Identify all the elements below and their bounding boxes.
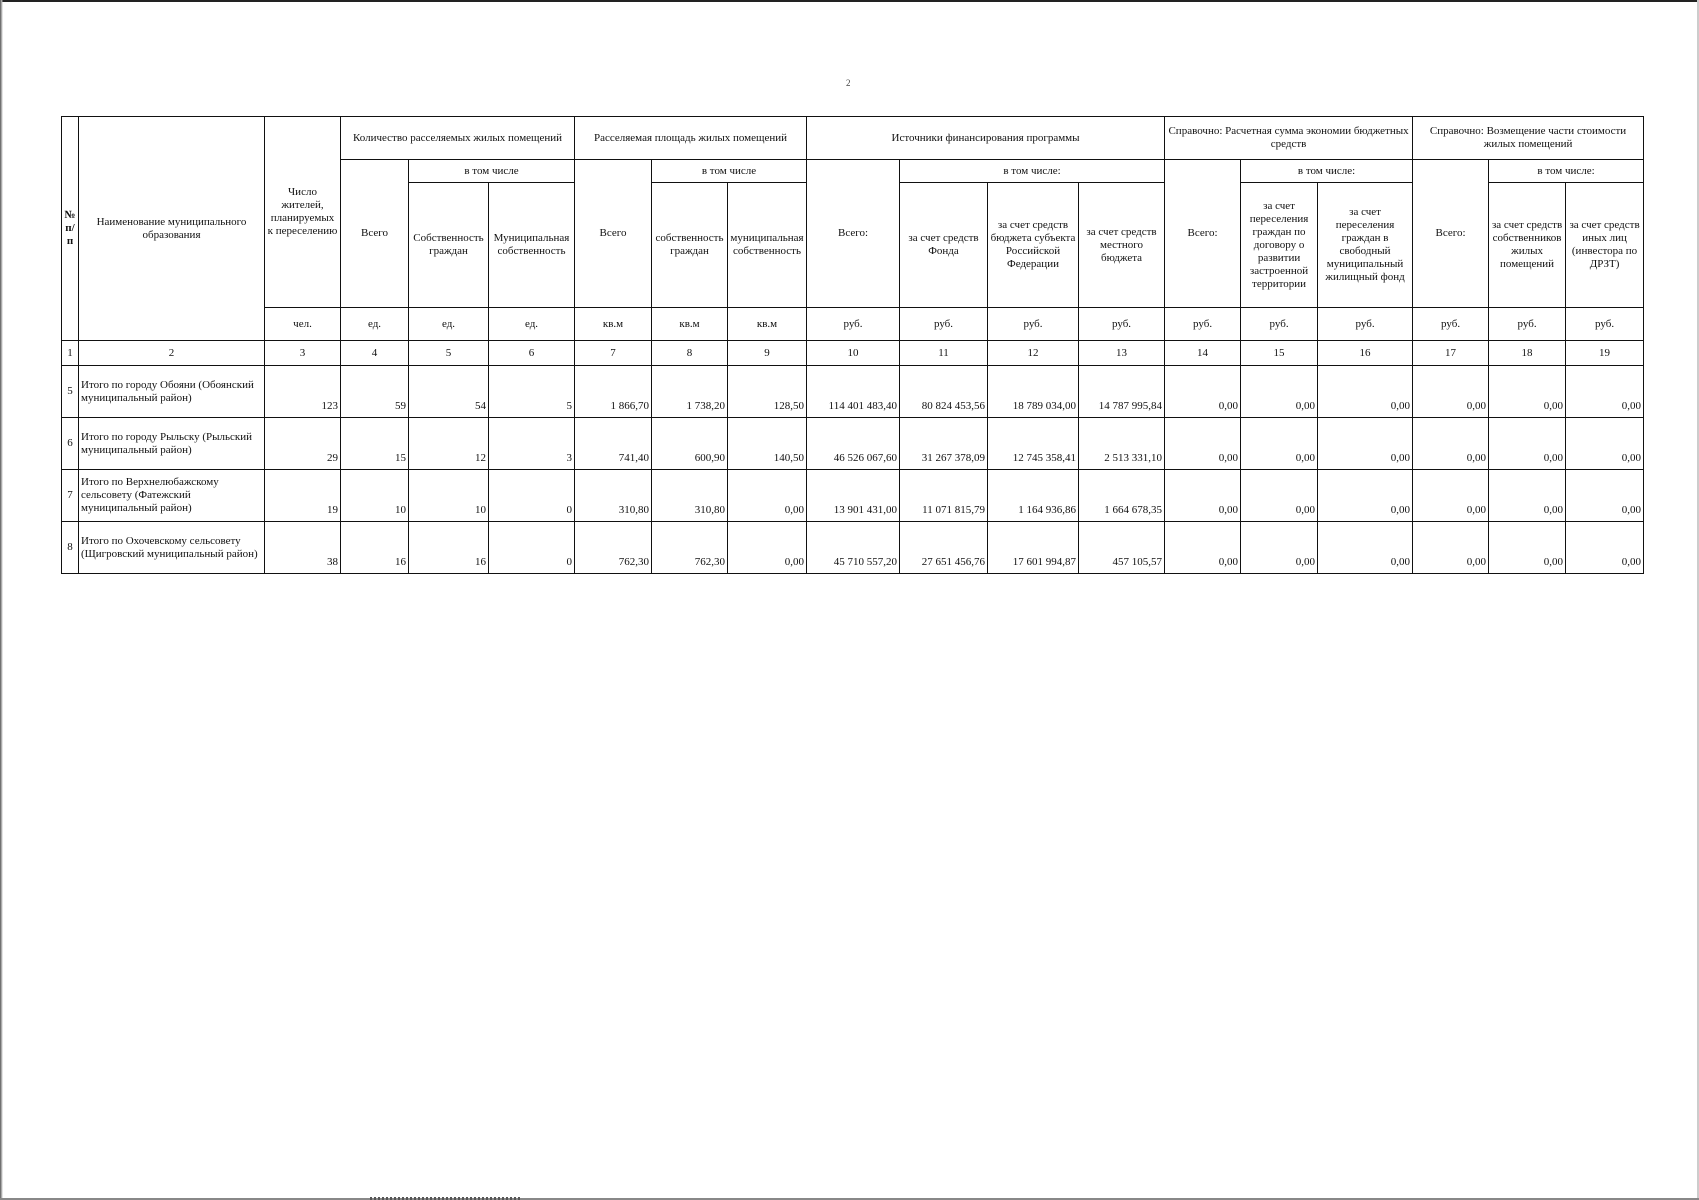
column-number: 15 [1241, 341, 1318, 366]
value-cell: 13 901 431,00 [807, 470, 900, 522]
header-area-incl: в том числе [652, 160, 807, 183]
unit-cell: руб. [1566, 308, 1644, 341]
value-cell: 15 [341, 418, 409, 470]
value-cell: 0,00 [1413, 522, 1489, 574]
value-cell: 18 789 034,00 [988, 366, 1079, 418]
header-local-budget: за счет средств местного бюджета [1079, 183, 1165, 308]
header-count-owned: Собственность граждан [409, 183, 489, 308]
header-cost-reimbursement: Справочно: Возмещение части стоимости жилых помещений [1413, 117, 1644, 160]
header-other-funds: за счет средств иных лиц (инвестора по ДРЗТ) [1566, 183, 1644, 308]
header-count-incl: в том числе [409, 160, 575, 183]
value-cell: 0,00 [728, 522, 807, 574]
value-cell: 10 [409, 470, 489, 522]
table-row [62, 366, 1644, 418]
value-cell: 10 [341, 470, 409, 522]
column-number: 10 [807, 341, 900, 366]
value-cell: 54 [409, 366, 489, 418]
value-cell: 741,40 [575, 418, 652, 470]
unit-cell: ед. [409, 308, 489, 341]
value-cell: 600,90 [652, 418, 728, 470]
header-residents: Число жителей, планируемых к переселению [265, 117, 341, 308]
column-numbers-row [62, 341, 1644, 366]
value-cell: 17 601 994,87 [988, 522, 1079, 574]
header-reimb-incl: в том числе: [1489, 160, 1644, 183]
value-cell: 3 [489, 418, 575, 470]
column-number: 18 [1489, 341, 1566, 366]
header-budget-savings: Справочно: Расчетная сумма экономии бюджетных средств [1165, 117, 1413, 160]
header-count-municipal: Муниципальная собственность [489, 183, 575, 308]
value-cell: 16 [409, 522, 489, 574]
row-index: 8 [62, 522, 79, 574]
header-municipality: Наименование муниципального образования [79, 117, 265, 341]
column-number: 7 [575, 341, 652, 366]
unit-cell: руб. [900, 308, 988, 341]
value-cell: 0,00 [1566, 470, 1644, 522]
value-cell: 19 [265, 470, 341, 522]
value-cell: 762,30 [575, 522, 652, 574]
value-cell: 0,00 [1489, 522, 1566, 574]
value-cell: 123 [265, 366, 341, 418]
header-resettle-contract: за счет переселения граждан по договору о развитии застроенной территории [1241, 183, 1318, 308]
header-dwellings-count: Количество расселяемых жилых помещений [341, 117, 575, 160]
column-number: 17 [1413, 341, 1489, 366]
value-cell: 16 [341, 522, 409, 574]
unit-cell: руб. [1079, 308, 1165, 341]
value-cell: 0,00 [1318, 522, 1413, 574]
header-owners-funds: за счет средств собственников жилых помещений [1489, 183, 1566, 308]
value-cell: 0,00 [1413, 418, 1489, 470]
header-finance-incl: в том числе: [900, 160, 1165, 183]
header-number: № п/п [62, 117, 79, 341]
header-area-total: Всего [575, 160, 652, 308]
column-number: 4 [341, 341, 409, 366]
header-subject-budget: за счет средств бюджета субъекта Российской Федерации [988, 183, 1079, 308]
value-cell: 38 [265, 522, 341, 574]
row-index: 7 [62, 470, 79, 522]
column-number: 11 [900, 341, 988, 366]
unit-cell: кв.м [575, 308, 652, 341]
value-cell: 0,00 [1241, 470, 1318, 522]
value-cell: 0,00 [1318, 418, 1413, 470]
value-cell: 1 664 678,35 [1079, 470, 1165, 522]
value-cell: 29 [265, 418, 341, 470]
unit-cell: руб. [1413, 308, 1489, 341]
value-cell: 0,00 [1566, 522, 1644, 574]
value-cell: 27 651 456,76 [900, 522, 988, 574]
table-row [62, 522, 1644, 574]
unit-cell: чел. [265, 308, 341, 341]
value-cell: 0,00 [1318, 470, 1413, 522]
value-cell: 0,00 [1566, 418, 1644, 470]
value-cell: 0,00 [1318, 366, 1413, 418]
table-row [62, 470, 1644, 522]
value-cell: 0,00 [728, 470, 807, 522]
value-cell: 128,50 [728, 366, 807, 418]
unit-cell: руб. [1165, 308, 1241, 341]
header-area-municipal: муниципальная собственность [728, 183, 807, 308]
column-number: 9 [728, 341, 807, 366]
value-cell: 0,00 [1413, 470, 1489, 522]
value-cell: 5 [489, 366, 575, 418]
value-cell: 762,30 [652, 522, 728, 574]
value-cell: 46 526 067,60 [807, 418, 900, 470]
value-cell: 114 401 483,40 [807, 366, 900, 418]
value-cell: 0,00 [1489, 366, 1566, 418]
unit-cell: руб. [807, 308, 900, 341]
value-cell: 0,00 [1165, 522, 1241, 574]
value-cell: 12 [409, 418, 489, 470]
table-row [62, 418, 1644, 470]
header-fund: за счет средств Фонда [900, 183, 988, 308]
column-number: 16 [1318, 341, 1413, 366]
row-municipality: Итого по Охочевскому сельсовету (Щигровский муниципальный район) [79, 522, 265, 574]
value-cell: 0,00 [1489, 418, 1566, 470]
value-cell: 0,00 [1241, 418, 1318, 470]
header-area-owned: собственность граждан [652, 183, 728, 308]
value-cell: 45 710 557,20 [807, 522, 900, 574]
column-number: 12 [988, 341, 1079, 366]
column-number: 1 [62, 341, 79, 366]
row-index: 5 [62, 366, 79, 418]
column-number: 8 [652, 341, 728, 366]
value-cell: 310,80 [575, 470, 652, 522]
value-cell: 1 164 936,86 [988, 470, 1079, 522]
column-number: 3 [265, 341, 341, 366]
value-cell: 80 824 453,56 [900, 366, 988, 418]
header-reimb-total: Всего: [1413, 160, 1489, 308]
row-index: 6 [62, 418, 79, 470]
unit-cell: руб. [988, 308, 1079, 341]
value-cell: 0,00 [1413, 366, 1489, 418]
value-cell: 1 866,70 [575, 366, 652, 418]
value-cell: 140,50 [728, 418, 807, 470]
header-savings-total: Всего: [1165, 160, 1241, 308]
value-cell: 0,00 [1165, 366, 1241, 418]
column-number: 19 [1566, 341, 1644, 366]
column-number: 14 [1165, 341, 1241, 366]
value-cell: 0,00 [1241, 522, 1318, 574]
column-number: 13 [1079, 341, 1165, 366]
page-number-mark: 2 [846, 78, 851, 88]
value-cell: 1 738,20 [652, 366, 728, 418]
value-cell: 0 [489, 470, 575, 522]
unit-cell: кв.м [652, 308, 728, 341]
units-row [62, 308, 1644, 341]
column-number: 2 [79, 341, 265, 366]
column-number: 5 [409, 341, 489, 366]
header-funding-sources: Источники финансирования программы [807, 117, 1165, 160]
value-cell: 457 105,57 [1079, 522, 1165, 574]
header-row-groups [62, 117, 1644, 160]
header-resettle-free: за счет переселения граждан в свободный муниципальный жилищный фонд [1318, 183, 1413, 308]
unit-cell: руб. [1318, 308, 1413, 341]
header-finance-total: Всего: [807, 160, 900, 308]
unit-cell: руб. [1241, 308, 1318, 341]
value-cell: 0,00 [1489, 470, 1566, 522]
row-municipality: Итого по городу Рыльску (Рыльский муниципальный район) [79, 418, 265, 470]
value-cell: 0,00 [1241, 366, 1318, 418]
unit-cell: кв.м [728, 308, 807, 341]
value-cell: 0,00 [1165, 418, 1241, 470]
unit-cell: ед. [341, 308, 409, 341]
scan-left-edge [0, 0, 3, 1200]
row-municipality: Итого по Верхнелюбажскому сельсовету (Фатежский муниципальный район) [79, 470, 265, 522]
value-cell: 310,80 [652, 470, 728, 522]
value-cell: 59 [341, 366, 409, 418]
row-municipality: Итого по городу Обояни (Обоянский муниципальный район) [79, 366, 265, 418]
unit-cell: руб. [1489, 308, 1566, 341]
value-cell: 31 267 378,09 [900, 418, 988, 470]
value-cell: 2 513 331,10 [1079, 418, 1165, 470]
header-savings-incl: в том числе: [1241, 160, 1413, 183]
value-cell: 0,00 [1566, 366, 1644, 418]
value-cell: 0 [489, 522, 575, 574]
value-cell: 12 745 358,41 [988, 418, 1079, 470]
resettlement-table [61, 116, 1644, 574]
header-count-total: Всего [341, 160, 409, 308]
value-cell: 14 787 995,84 [1079, 366, 1165, 418]
unit-cell: ед. [489, 308, 575, 341]
column-number: 6 [489, 341, 575, 366]
header-resettled-area: Расселяемая площадь жилых помещений [575, 117, 807, 160]
value-cell: 0,00 [1165, 470, 1241, 522]
scan-top-border [0, 0, 1699, 2]
value-cell: 11 071 815,79 [900, 470, 988, 522]
